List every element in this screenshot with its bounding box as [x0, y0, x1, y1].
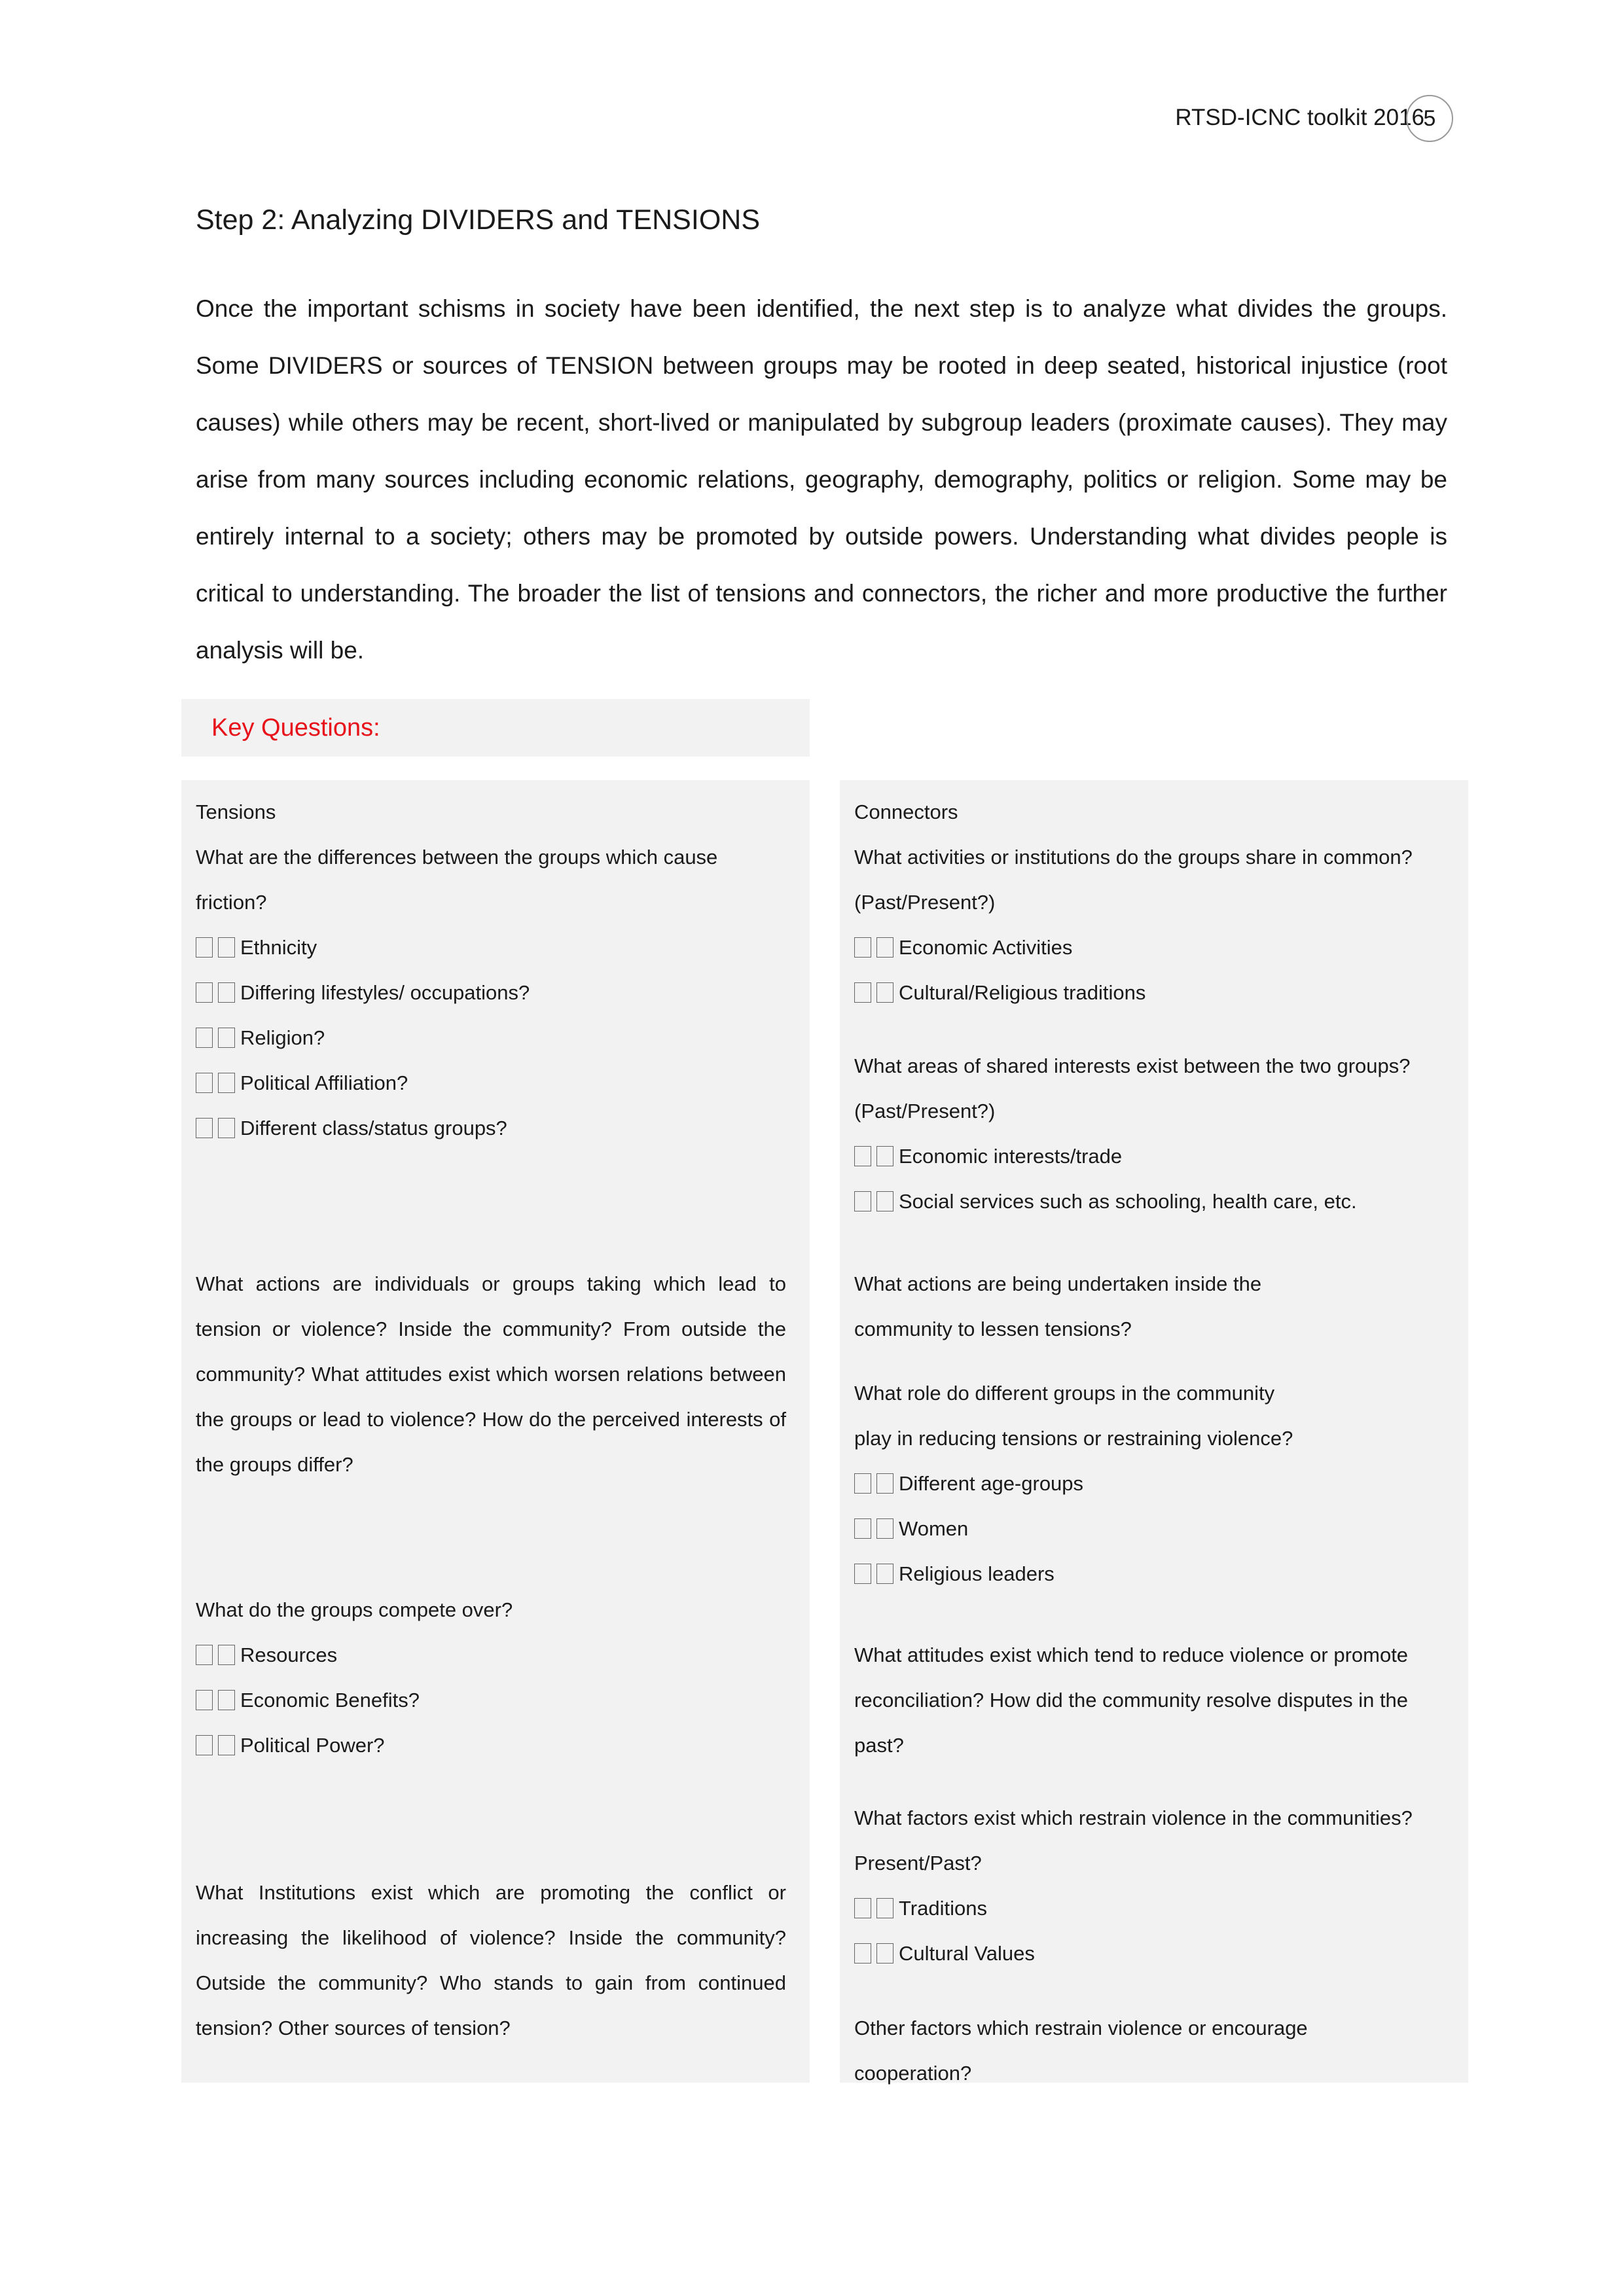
checkbox-icon	[854, 1943, 871, 1964]
tensions-question-4	[196, 1870, 786, 2051]
checkbox-icon	[854, 1473, 871, 1494]
checkbox-icon	[218, 1690, 235, 1710]
question-text: What activities or institutions do the groups share in common?	[854, 846, 1413, 869]
question-text: What actions are being undertaken inside the	[854, 1272, 1262, 1295]
checkbox-icon	[854, 1898, 871, 1918]
checkbox-icon	[196, 937, 213, 958]
list-item: Economic Benefits?	[196, 1677, 786, 1723]
list-item: Different age-groups	[854, 1461, 1451, 1506]
checkbox-icon	[218, 1645, 235, 1665]
list-item: Economic Activities	[854, 925, 1451, 970]
list-item: Traditions	[854, 1886, 1451, 1931]
checkbox-icon	[876, 982, 893, 1003]
question-text: play in reducing tensions or restraining violence?	[854, 1427, 1293, 1450]
connectors-heading: Connectors	[854, 800, 958, 823]
checkbox-icon	[854, 1564, 871, 1584]
question-text: community to lessen tensions?	[854, 1318, 1132, 1340]
checkbox-icon	[854, 937, 871, 958]
connectors-question-6	[854, 1795, 1451, 1976]
checkbox-icon	[854, 1518, 871, 1539]
connectors-question-3	[854, 1261, 1451, 1352]
question-text: What do the groups compete over?	[196, 1598, 513, 1621]
checkbox-icon	[218, 1118, 235, 1138]
tensions-question-1	[196, 834, 786, 1151]
connectors-question-7	[854, 2005, 1451, 2096]
list-item: Cultural Values	[854, 1931, 1451, 1976]
checkbox-icon	[876, 937, 893, 958]
checkbox-icon	[876, 1564, 893, 1584]
checkbox-icon	[876, 1473, 893, 1494]
checkbox-icon	[876, 1191, 893, 1211]
question-text: What areas of shared interests exist between the two groups?	[854, 1054, 1411, 1077]
key-questions-box	[181, 699, 810, 757]
step-title: Step 2: Analyzing DIVIDERS and TENSIONS	[196, 204, 760, 236]
list-item: Ethnicity	[196, 925, 786, 970]
checkbox-icon	[876, 1518, 893, 1539]
checkbox-icon	[854, 1146, 871, 1166]
checkbox-icon	[196, 982, 213, 1003]
checkbox-icon	[218, 1073, 235, 1093]
checkbox-icon	[876, 1146, 893, 1166]
checkbox-icon	[876, 1943, 893, 1964]
list-item: Economic interests/trade	[854, 1134, 1451, 1179]
checkbox-icon	[196, 1118, 213, 1138]
checkbox-icon	[876, 1898, 893, 1918]
question-text: Present/Past?	[854, 1852, 982, 1874]
connectors-panel	[840, 780, 1468, 2083]
question-text: cooperation?	[854, 2062, 972, 2085]
list-item: Political Power?	[196, 1723, 786, 1768]
list-item: Political Affiliation?	[196, 1060, 786, 1105]
question-text: What attitudes exist which tend to reduce violence or promote reconciliation? How did the community resolve disputes in the past?	[854, 1643, 1409, 1757]
question-text: What actions are individuals or groups taking which lead to tension or violence? Inside the community? From outside the community? What attitudes exist which worsen relations between the groups or lead to violence? How do the perceived interests of the groups differ?	[196, 1272, 786, 1476]
checkbox-icon	[218, 1028, 235, 1048]
intro-paragraph: Once the important schisms in society have been identified, the next step is to analyze what divides the groups. Some DIVIDERS or sources of TENSION between groups may be rooted in deep seated, historical injustice (root causes) while others may be recent, short-lived or manipulated by subgroup leaders (proximate causes). They may arise from many sources including economic relations, geography, demography, politics or religion. Some may be entirely internal to a society; others may be promoted by outside powers. Understanding what divides people is critical to understanding. The broader the list of tensions and connectors, the richer and more productive the further analysis will be.	[196, 295, 1447, 664]
checkbox-icon	[196, 1735, 213, 1755]
list-item: Resources	[196, 1632, 786, 1677]
question-text: What factors exist which restrain violence in the communities?	[854, 1806, 1413, 1829]
question-text: Other factors which restrain violence or encourage	[854, 2017, 1308, 2039]
checkbox-icon	[854, 982, 871, 1003]
tensions-panel	[181, 780, 810, 2083]
list-item: Cultural/Religious traditions	[854, 970, 1451, 1015]
list-item: Social services such as schooling, health care, etc.	[854, 1179, 1451, 1224]
list-item: Religion?	[196, 1015, 786, 1060]
question-text: What Institutions exist which are promoting the conflict or increasing the likelihood of violence? Inside the community? Outside the community? Who stands to gain from continued tension? Other sources of tension?	[196, 1881, 786, 2039]
connectors-question-4	[854, 1371, 1451, 1596]
question-text: (Past/Present?)	[854, 1100, 996, 1122]
list-item: Differing lifestyles/ occupations?	[196, 970, 786, 1015]
checkbox-icon	[854, 1191, 871, 1211]
question-text: What role do different groups in the community	[854, 1382, 1275, 1405]
tensions-question-3	[196, 1587, 786, 1768]
checkbox-icon	[196, 1028, 213, 1048]
header-title: RTSD-ICNC toolkit 2016	[1175, 105, 1424, 130]
checkbox-icon	[218, 982, 235, 1003]
list-item: Different class/status groups?	[196, 1105, 786, 1151]
tensions-question-2	[196, 1261, 786, 1487]
connectors-question-1	[854, 834, 1451, 1015]
checkbox-icon	[218, 1735, 235, 1755]
checkbox-icon	[196, 1645, 213, 1665]
tensions-heading: Tensions	[196, 800, 276, 823]
list-item: Women	[854, 1506, 1451, 1551]
list-item: Religious leaders	[854, 1551, 1451, 1596]
question-text: (Past/Present?)	[854, 891, 996, 914]
key-questions-label: Key Questions:	[211, 713, 380, 742]
checkbox-icon	[218, 937, 235, 958]
connectors-question-2	[854, 1043, 1451, 1224]
page-number: 5	[1406, 95, 1453, 142]
question-text: What are the differences between the groups which cause friction?	[196, 846, 718, 914]
checkbox-icon	[196, 1073, 213, 1093]
connectors-question-5	[854, 1632, 1451, 1768]
checkbox-icon	[196, 1690, 213, 1710]
